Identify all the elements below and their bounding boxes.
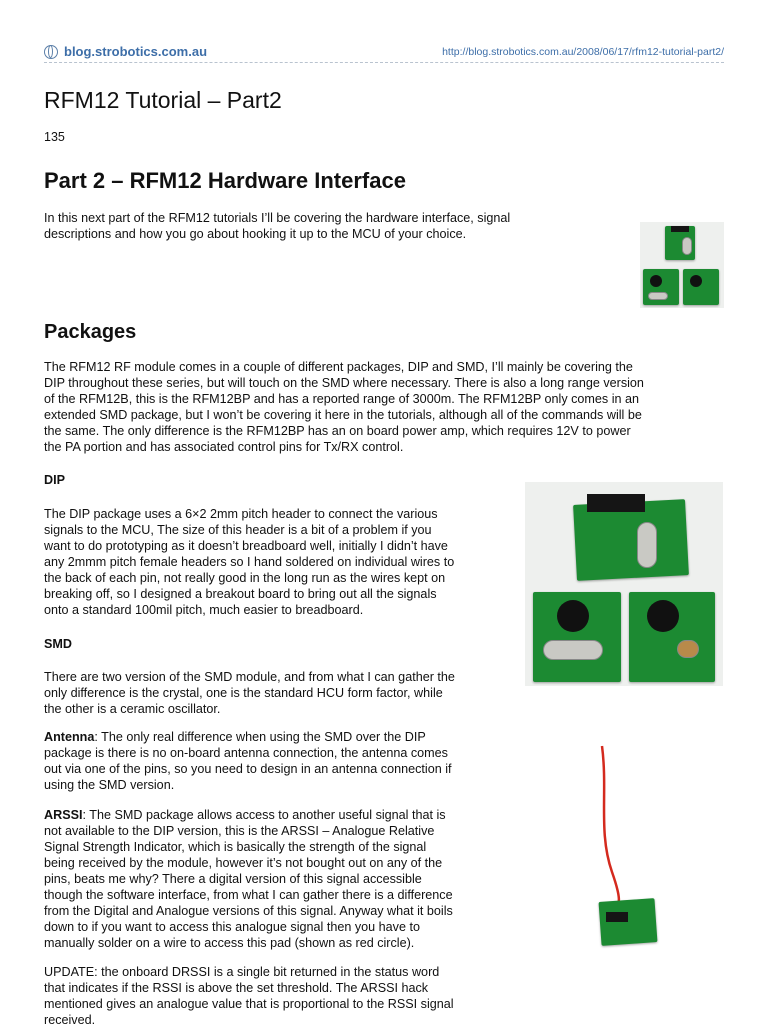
dip-line: The DIP package uses a 6×2 2mm pitch header to connect the various [44,507,438,521]
modules-photo [525,482,723,686]
dip-line: want to do prototyping as it doesn’t breadboard well, initially I didn’t have [44,539,448,553]
globe-icon [44,45,58,59]
update-line: mentioned gives an analogue value that is proportional to the RSSI signal [44,997,454,1011]
packages-line: the PA portion and has associated control pins for Tx/RX control. [44,440,404,454]
update-line: that indicates if the RSSI is above the set threshold. The ARSSI hack [44,981,429,995]
arssi-line: manually solder on a wire to access this pad (shown as red circle). [44,936,415,950]
dip-paragraph [44,506,514,618]
antenna-line: out via one of the pins, so you need to design in an antenna connection if [44,762,452,776]
intro-line: In this next part of the RFM12 tutorials I’ll be covering the hardware interface, signal [44,211,511,225]
view-count: 135 [44,130,65,144]
intro-line: descriptions and how you go about hooking it up to the MCU of your choice. [44,227,467,241]
packages-paragraph [44,359,734,455]
arssi-line: being received by the module, however it’s not bought out on any of the [44,856,443,870]
dip-heading: DIP [44,473,65,487]
smd-paragraph [44,669,514,717]
dip-line: the back of each pin, not really good in the long run as the wires kept on [44,571,446,585]
packages-line: DIP throughout these series, but will touch on the SMD where necessary. There is also a long range version [44,376,644,390]
packages-line: The RFM12 RF module comes in a couple of different packages, DIP and SMD, I’ll mainly be covering the [44,360,633,374]
arssi-line: down to if you want to access this analogue signal then you have to [44,920,420,934]
packages-line: of the RFM12B, this is the RFM12BP and has a reported range of 3000m. The RFM12BP only comes in an [44,392,640,406]
arssi-paragraph: ARSSI: The SMD package allows access to another useful signal that is not available to the DIP version, this is the ARSSI – Analogue Relative Signal Strength Indicator, which is basically the strength of the signal being received by the module, however it’s not bought out on any of the pins, beats me why? There a digital version of this signal accessible though the software interface, from what I can gather there is a difference from the Digital and Analogue versions of this signal. Anyway what it boils down to if you want to access this analogue signal then you have to manually solder on a wire to access this pad (shown as red circle). [44,807,524,951]
packages-heading: Packages [44,321,137,343]
antenna-paragraph: Antenna: The only real difference when using the SMD over the DIP package is there is no on-board antenna connection, the antenna comes out via one of the pins, so you need to design in an antenna connection if using the SMD version. [44,729,524,793]
smd-line: the other is a ceramic oscillator. [44,702,221,716]
site-name[interactable]: blog.strobotics.com.au [64,44,208,59]
article-heading: Part 2 – RFM12 Hardware Interface [44,168,406,193]
intro-paragraph [44,210,624,242]
update-line: UPDATE: the onboard DRSSI is a single bit returned in the status word [44,965,440,979]
smd-line: only difference is the crystal, one is the standard HCU form factor, while [44,686,443,700]
modules-thumbnail [640,222,724,308]
smd-line: There are two version of the SMD module, and from what I can gather the [44,670,455,684]
antenna-line: package is there is no on-board antenna connection, the antenna comes [44,746,448,760]
arssi-line: from the Digital and Analogue versions of this signal. Anyway what it boils [44,904,453,918]
smd-heading: SMD [44,637,72,651]
packages-line: the same. The only difference is the RFM12BP has an on board power amp, which requires 12V to power [44,424,631,438]
antenna-line: using the SMD version. [44,778,175,792]
page-url[interactable]: http://blog.strobotics.com.au/2008/06/17/rfm12-tutorial-part2/ [442,46,724,58]
header-divider [44,62,724,63]
arssi-line: Signal Strength Indicator, which is basically the strength of the signal [44,840,427,854]
site-link[interactable] [44,44,207,59]
antenna-module-photo [538,712,718,974]
dip-line: any 2mmm pitch female headers so I hand soldered on individual wires to [44,555,455,569]
update-line: received. [44,1013,96,1027]
arssi-line: pins, beats me why? There a digital version of this signal accessible [44,872,422,886]
arssi-label: ARSSI [44,808,83,822]
packages-line: extended SMD package, but I won’t be covering it here in the tutorials, although all of the commands will be [44,408,642,422]
antenna-label: Antenna [44,730,95,744]
dip-line: onto a standard 100mil pitch, much easier to breadboard. [44,603,364,617]
arssi-line: though the software interface, from what I can gather there is a difference [44,888,453,902]
page-title: RFM12 Tutorial – Part2 [44,87,282,113]
arssi-line: not available to the DIP version, this is the ARSSI – Analogue Relative [44,824,435,838]
dip-line: signals to the MCU, The size of this header is a bit of a problem if you [44,523,432,537]
dip-line: breaking off, so I designed a breakout board to bring out all the signals [44,587,437,601]
update-paragraph [44,964,524,1028]
